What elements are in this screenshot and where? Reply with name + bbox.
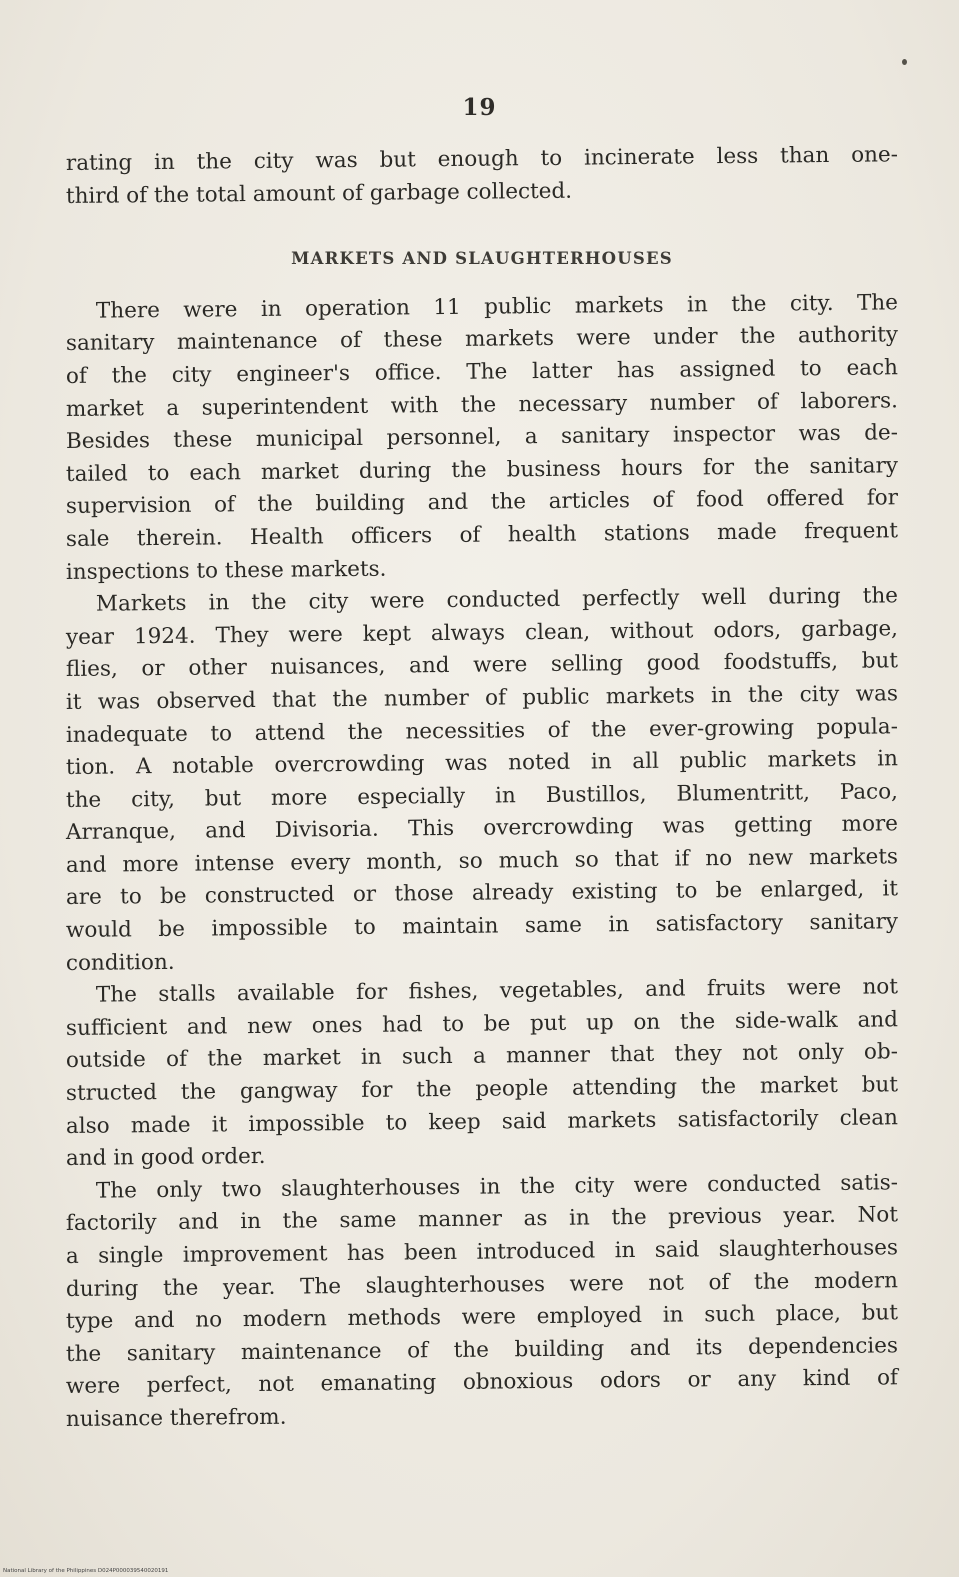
text-line: of the city engineer's office. The latter has assigned to each (65, 355, 899, 389)
text-line: and in good order. (65, 1144, 266, 1172)
intro-paragraph (65, 142, 899, 213)
text-line: Arranque, and Divisoria. This overcrowding was getting more (65, 811, 899, 846)
body-text (65, 142, 899, 1437)
text-line: condition. (65, 949, 175, 976)
paragraph-stalls (65, 974, 899, 1176)
ink-speck (902, 59, 907, 65)
text-line: also made it impossible to keep said markets satisfactorily clean (65, 1104, 899, 1139)
text-line: The stalls available for fishes, vegetables, and fruits were not (95, 974, 899, 1008)
text-line: There were in operation 11 public markets in the city. The (95, 290, 899, 324)
text-line: during the year. The slaughterhouses were not of the modern (65, 1267, 899, 1302)
library-footer: National Library of the Philippines D024P000039540020191 (3, 1568, 169, 1574)
text-line: Besides these municipal personnel, a sanitary inspector was de- (65, 420, 899, 455)
text-line: market a superintendent with the necessary number of laborers. (65, 387, 899, 422)
text-line: would be impossible to maintain same in satisfactory sanitary (65, 909, 899, 944)
text-line: third of the total amount of garbage collected. (65, 178, 573, 209)
text-line: supervision of the building and the articles of food offered for (65, 485, 899, 520)
text-line: a single improvement has been introduced in said slaughterhouses (65, 1235, 899, 1269)
text-line: are to be constructed or those already existing to be enlarged, it (65, 876, 899, 911)
text-line: flies, or other nuisances, and were selling good foodstuffs, but (65, 648, 899, 683)
text-line: type and no modern methods were employed in such place, but (65, 1300, 899, 1335)
text-line: year 1924. They were kept always clean, without odors, garbage, (65, 616, 899, 650)
text-line: factorily and in the same manner as in the previous year. Not (65, 1202, 899, 1237)
page-number: 19 (462, 94, 497, 121)
section-heading: MARKETS AND SLAUGHTERHOUSES (291, 249, 673, 269)
text-line: Markets in the city were conducted perfectly well during the (95, 583, 899, 617)
text-line: outside of the market in such a manner that they not only ob- (65, 1039, 899, 1074)
text-line: tailed to each market during the business hours for the sanitary (65, 453, 899, 487)
text-line: sale therein. Health officers of health stations made frequent (65, 518, 899, 552)
text-line: tion. A notable overcrowding was noted in all public markets in (65, 746, 899, 781)
text-line: The only two slaughterhouses in the city were conducted satis- (95, 1170, 899, 1204)
text-line: sufficient and new ones had to be put up on the side-walk and (65, 1007, 899, 1041)
text-line: structed the gangway for the people attending the market but (65, 1072, 899, 1107)
text-line: rating in the city was but enough to incinerate less than one- (65, 142, 899, 176)
text-line: were perfect, not emanating obnoxious odors or any kind of (65, 1365, 899, 1400)
paragraph-markets-operation (65, 290, 899, 589)
text-line: it was observed that the number of public markets in the city was (65, 681, 899, 715)
text-line: inadequate to attend the necessities of the ever-growing popula- (65, 713, 899, 748)
paragraph-slaughterhouses (65, 1170, 899, 1437)
text-line: the city, but more especially in Bustillos, Blumentritt, Paco, (65, 778, 899, 813)
text-line: the sanitary maintenance of the building and its dependencies (65, 1333, 899, 1367)
text-line: sanitary maintenance of these markets were under the authority (65, 322, 899, 357)
text-line: nuisance therefrom. (65, 1404, 287, 1432)
paragraph-markets-conditions (65, 583, 899, 980)
text-line: and more intense every month, so much so that if no new markets (65, 844, 899, 878)
text-line: inspections to these markets. (65, 556, 387, 585)
